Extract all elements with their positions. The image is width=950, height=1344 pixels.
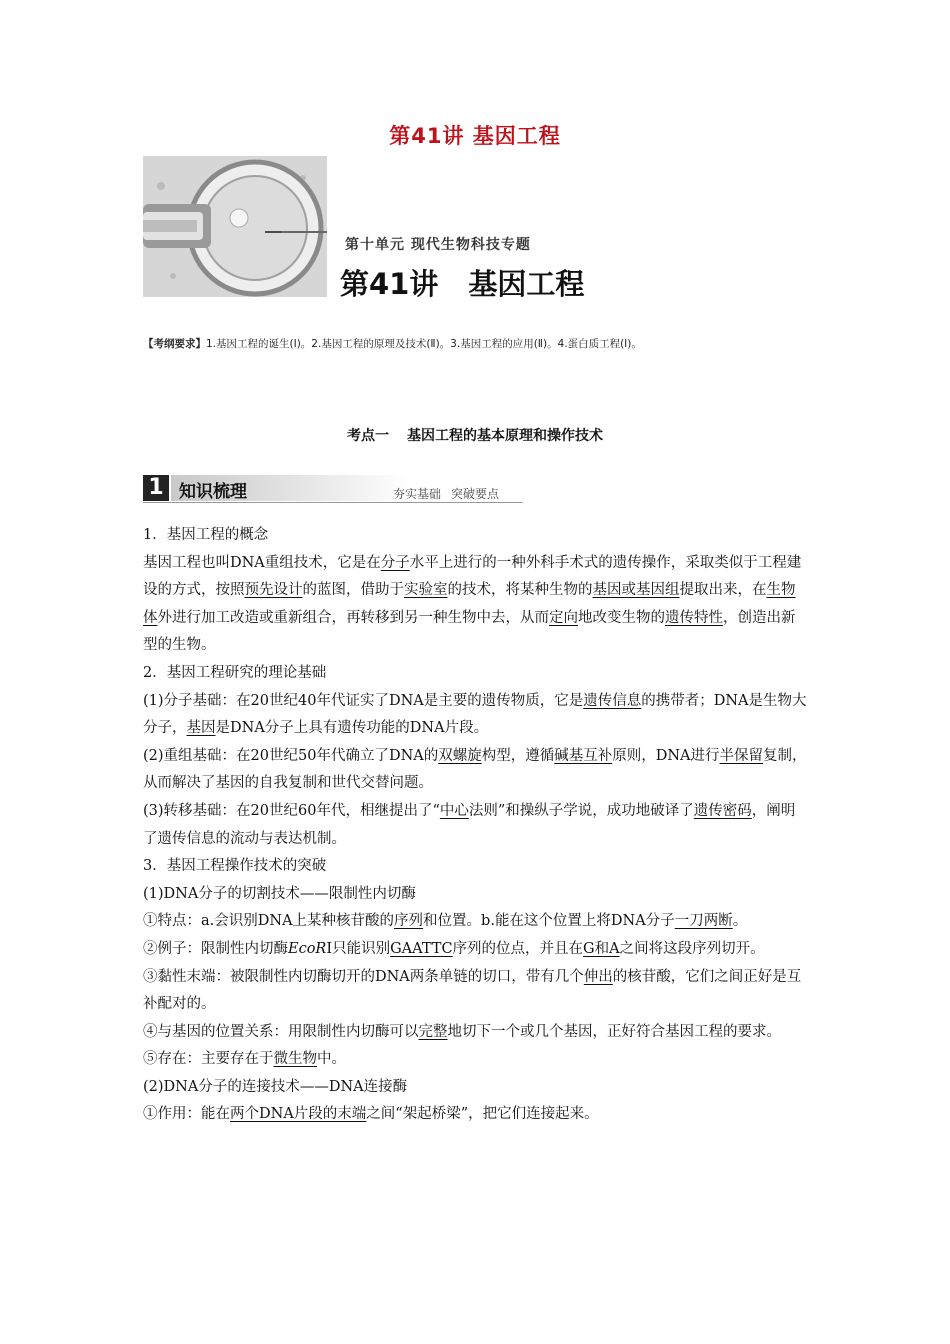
section-divider xyxy=(143,502,523,503)
blank-answer: 完整 xyxy=(418,1023,448,1040)
item-occurrence: ⑤存在：主要存在于微生物中。 xyxy=(143,1051,346,1068)
blank-answer: 序列 xyxy=(394,913,424,930)
blank-answer: 碱基互补 xyxy=(554,747,613,764)
document-title: 第41讲 基因工程 xyxy=(389,124,561,148)
section-number: 1 xyxy=(143,475,169,501)
blank-answer: 基因或基因组 xyxy=(592,582,680,599)
heading-concept: 1．基因工程的概念 xyxy=(143,527,269,543)
blank-answer: 两个DNA片段的末端 xyxy=(230,1106,367,1123)
unit-subtitle: 第十单元 现代生物科技专题 xyxy=(345,237,531,253)
requirements-text: 1.基因工程的诞生(Ⅰ)。2.基因工程的原理及技术(Ⅱ)。3.基因工程的应用(Ⅱ)。4.蛋白质工程(Ⅰ)。 xyxy=(206,338,642,350)
blank-answer: 遗传密码 xyxy=(693,802,752,819)
paragraph-recombination-basis: (2)重组基础：在20世纪50年代确立了DNA的双螺旋构型，遵循碱基互补原则，DNA进行半保留复制，从而解决了基因的自我复制和世代交替问题。 xyxy=(143,747,807,792)
blank-answer: 双螺旋 xyxy=(438,747,482,764)
section-tag: 突破要点 xyxy=(451,487,500,501)
item-sticky-ends: ③黏性末端：被限制性内切酶切开的DNA两条单链的切口，带有几个伸出的核苷酸，它们之间正好是互补配对的。 xyxy=(143,968,802,1013)
blank-answer: 一刀两断 xyxy=(674,913,733,930)
lecture-number: 第41讲 xyxy=(340,267,439,301)
section-tag: 夯实基础 xyxy=(393,487,442,501)
cell-injection-illustration xyxy=(143,156,327,297)
blank-answer: 遗传特性 xyxy=(665,609,723,626)
blank-answer: GAATTC xyxy=(390,940,453,957)
blank-answer: 基因 xyxy=(186,720,216,737)
subheading-cutting: (1)DNA分子的切割技术——限制性内切酶 xyxy=(143,885,416,902)
topic-label: 考点一 xyxy=(347,428,389,444)
blank-answer: 伸出 xyxy=(583,968,613,985)
enzyme-name: EcoR xyxy=(288,940,327,957)
section-title: 知识梳理 xyxy=(179,482,247,502)
banner-heading xyxy=(340,262,584,303)
blank-answer: 中心 xyxy=(439,802,469,819)
topic-title: 基因工程的基本原理和操作技术 xyxy=(407,428,603,444)
item-example: ②例子：限制性内切酶EcoRⅠ只能识别GAATTC序列的位点，并且在G和A之间将这段序列切开。 xyxy=(143,940,765,957)
heading-breakthroughs: 3．基因工程操作技术的突破 xyxy=(143,858,327,875)
lecture-topic: 基因工程 xyxy=(468,267,585,301)
blank-answer: 预先设计 xyxy=(244,582,303,599)
item-ligase-function: ①作用：能在两个DNA片段的末端之间“架起桥梁”，把它们连接起来。 xyxy=(143,1106,599,1123)
blank-answer: 微生物 xyxy=(273,1051,317,1068)
item-gene-relation: ④与基因的位置关系：用限制性内切酶可以完整地切下一个或几个基因，正好符合基因工程的要求。 xyxy=(143,1023,781,1040)
blank-answer: 实验室 xyxy=(404,582,448,599)
blank-answer: 遗传信息 xyxy=(583,692,642,709)
section-header xyxy=(143,475,523,505)
blank-answer: 半保留 xyxy=(719,747,764,764)
item-features: ①特点：a.会识别DNA上某种核苷酸的序列和位置。b.能在这个位置上将DNA分子一刀两断。 xyxy=(143,913,748,930)
paragraph-molecular-basis: (1)分子基础：在20世纪40年代证实了DNA是主要的遗传物质，它是遗传信息的携带者；DNA是生物大分子，基因是DNA分子上具有遗传功能的DNA片段。 xyxy=(143,692,807,737)
blank-answer: 分子 xyxy=(380,554,410,571)
paragraph-transfer-basis: (3)转移基础：在20世纪60年代，相继提出了“中心法则”和操纵子学说，成功地破译了遗传密码，阐明了遗传信息的流动与表达机制。 xyxy=(143,802,796,847)
section-tags xyxy=(393,485,499,502)
blank-answer: G和A xyxy=(583,940,620,957)
blank-answer: 定向 xyxy=(549,609,578,626)
heading-theory: 2．基因工程研究的理论基础 xyxy=(143,664,327,681)
requirements-label: 【考纲要求】 xyxy=(143,338,206,350)
paragraph-concept: 基因工程也叫DNA重组技术，它是在分子水平上进行的一种外科手术式的遗传操作，采取类似于工程建设的方式，按照预先设计的蓝图，借助于实验室的技术，将某种生物的基因或基因组提取出来，在生物体外进行加工改造或重新组合，再转移到另一种生物中去，从而定向地改变生物的遗传特性，创造出新型的生物。 xyxy=(143,554,802,654)
topic-heading xyxy=(0,425,950,445)
subheading-ligation: (2)DNA分子的连接技术——DNA连接酶 xyxy=(143,1078,408,1095)
syllabus-requirements xyxy=(143,336,642,351)
body-text xyxy=(143,522,808,1129)
banner-image xyxy=(143,156,327,297)
blank-answer: 生物体 xyxy=(143,582,796,626)
